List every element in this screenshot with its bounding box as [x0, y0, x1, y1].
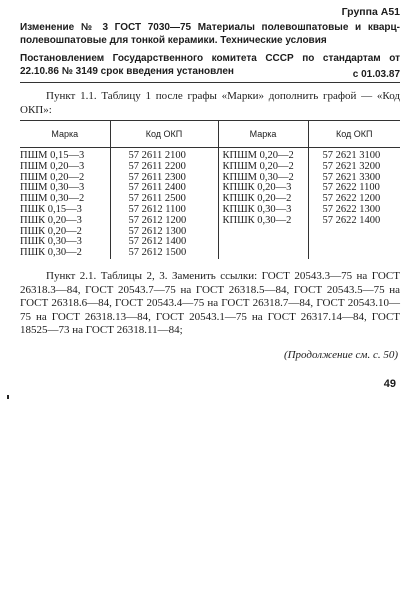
header-code-right: Код ОКП: [308, 121, 400, 148]
table-cell: ПШМ 0,20—2: [20, 171, 85, 183]
table-cell: КПШК 0,20—2: [222, 193, 292, 205]
table-cell: ПШК 0,20—2: [20, 225, 82, 237]
document-header: [20, 22, 400, 78]
table-cell: КПШК 0,30—2: [222, 214, 292, 226]
table-cell: 57 2622 1100: [322, 182, 380, 194]
table-cell: 57 2612 1500: [128, 247, 187, 259]
table-cell: 57 2612 1300: [128, 225, 187, 237]
table-cell: 57 2611 2300: [128, 171, 186, 183]
table-cell: 57 2612 1200: [128, 214, 187, 226]
group-label: Группа А51: [341, 6, 400, 18]
effective-date: с 01.03.87: [352, 69, 400, 80]
table-cell: 57 2611 2500: [128, 193, 186, 205]
right-codes-column: [308, 148, 400, 259]
table-cell: ПШМ 0,15—3: [20, 150, 85, 161]
table-cell: 57 2622 1300: [322, 203, 381, 215]
table-cell: 57 2622 1200: [322, 193, 381, 205]
table-cell: 57 2621 3200: [322, 160, 381, 172]
table-cell: 57 2621 3100: [322, 150, 381, 161]
table-cell: КПШК 0,30—3: [222, 203, 292, 215]
continued-note: (Продолжение см. с. 50): [283, 349, 398, 361]
table-cell: ПШМ 0,30—3: [20, 182, 85, 194]
header-mark-right: Марка: [218, 121, 308, 148]
table-cell: КПШМ 0,20—2: [222, 160, 294, 172]
header-mark-left: Марка: [20, 121, 110, 148]
replacement-paragraph: Пункт 2.1. Таблицы 2, 3. Заменить ссылки: ГОСТ 20543.3—75 на ГОСТ 26318.3—84, ГОСТ 20543.7—75 на ГОСТ 26318.5—84, ГОСТ 20543.5—75 на ГОСТ 26318.6—84, ГОСТ 20543.4—75 на ГОСТ 26318.7—84, ГОСТ 20543.10—75 на ГОСТ 26318.13—84, ГОСТ 20543.1—75 на ГОСТ 26317.14—84, ГОСТ 18525—73 на ГОСТ 26318.11—84;: [20, 270, 400, 336]
table-cell: ПШК 0,30—3: [20, 236, 82, 248]
table-cell: ПШК 0,30—2: [20, 247, 82, 259]
left-marks-column: [20, 148, 110, 259]
table-cell: ПШМ 0,30—2: [20, 193, 85, 205]
table-cell: ПШМ 0,20—3: [20, 160, 85, 172]
table-cell: 57 2612 1400: [128, 236, 187, 248]
marks-table: [20, 120, 400, 259]
table-cell: 57 2622 1400: [322, 214, 381, 226]
table-cell: 57 2611 2100: [128, 150, 186, 161]
table-cell: ПШК 0,20—3: [20, 214, 82, 226]
decree-text: Постановлением Государственного комитета СССР по стандартам от 22.10.86 № 3149 срок введения установлен: [20, 53, 400, 77]
instruction-paragraph: Пункт 1.1. Таблицу 1 после графы «Марки» дополнить графой — «Код ОКП»:: [20, 90, 400, 116]
table-cell: КПШМ 0,30—2: [222, 171, 294, 183]
header-code-left: Код ОКП: [110, 121, 218, 148]
table-header-row: [20, 121, 400, 148]
right-marks-column: [218, 148, 308, 259]
table-cell: 57 2611 2200: [128, 160, 186, 172]
header-divider: [20, 82, 400, 83]
table-body-row: [20, 148, 400, 259]
table-cell: ПШК 0,15—3: [20, 203, 82, 215]
left-codes-column: [110, 148, 218, 259]
page-number: 49: [383, 378, 396, 390]
table-cell: 57 2621 3300: [322, 171, 381, 183]
change-title: Изменение № 3 ГОСТ 7030—75 Материалы полевошпатовые и кварц-полевошпатовые для тонкой керамики. Технические условия: [20, 22, 400, 46]
table-cell: 57 2611 2400: [128, 182, 186, 194]
table-cell: 57 2612 1100: [128, 203, 186, 215]
table-cell: КПШМ 0,20—2: [222, 150, 294, 161]
table-cell: КПШК 0,20—3: [222, 182, 292, 194]
scan-speck: [7, 395, 9, 399]
